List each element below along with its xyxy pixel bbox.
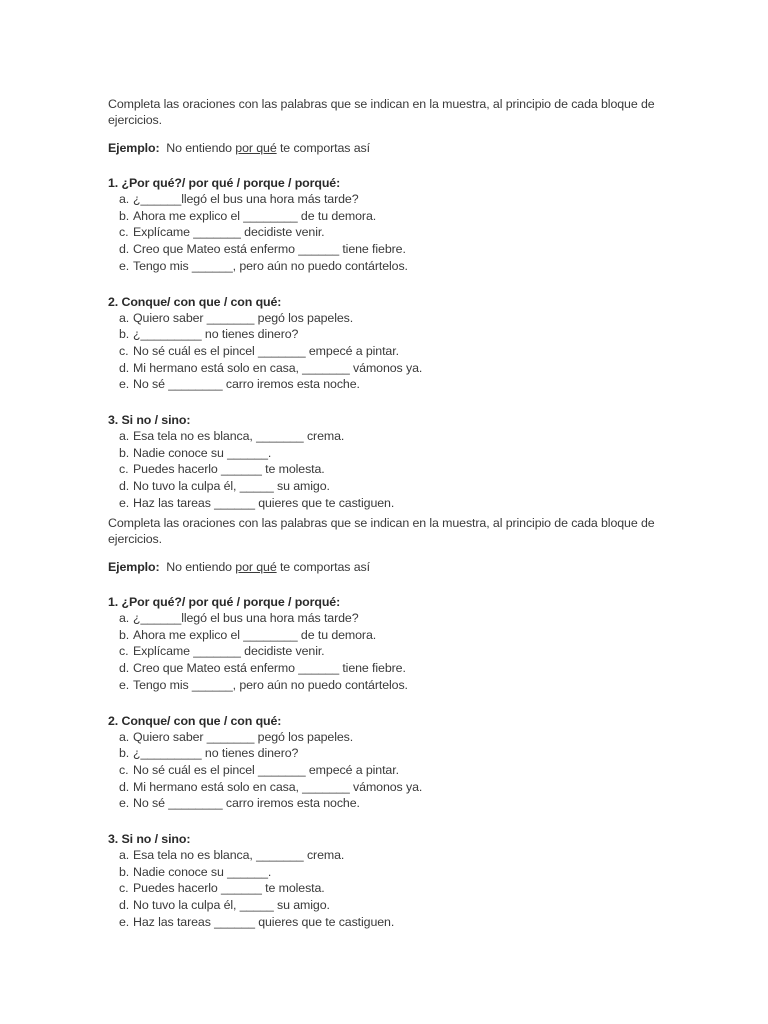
exercise-item xyxy=(108,224,688,241)
exercise-item xyxy=(108,445,688,462)
exercise-item xyxy=(108,478,688,495)
item-text: ¿______llegó el bus una hora más tarde? xyxy=(133,192,359,206)
exercise-item xyxy=(108,241,688,258)
example-text-before: No entiendo xyxy=(162,141,236,155)
exercise-item xyxy=(108,745,688,762)
item-marker: d. xyxy=(119,779,130,794)
exercise-item xyxy=(108,461,688,478)
exercise-item xyxy=(108,191,688,208)
exercise-list xyxy=(108,847,688,931)
item-text: Creo que Mateo está enfermo ______ tiene fiebre. xyxy=(133,242,406,257)
exercise-item xyxy=(108,914,688,931)
item-text: No tuvo la culpa él, _____ su amigo. xyxy=(133,479,330,494)
item-marker: d. xyxy=(119,360,130,375)
section-title: 2. Conque/ con que / con qué: xyxy=(108,713,282,728)
item-text: Haz las tareas ______ quieres que te castiguen. xyxy=(133,495,395,510)
item-text: Quiero saber _______ pegó los papeles. xyxy=(133,729,354,744)
exercise-item xyxy=(108,795,688,812)
item-text: Nadie conoce su ______. xyxy=(133,445,272,460)
exercise-item xyxy=(108,847,688,864)
item-text: Explícame _______ decidiste venir. xyxy=(133,225,325,240)
item-marker: b. xyxy=(119,327,130,342)
item-text: No sé ________ carro iremos esta noche. xyxy=(133,377,360,392)
item-text: Tengo mis ______, pero aún no puedo contártelos. xyxy=(133,677,408,692)
exercise-item xyxy=(108,310,688,327)
item-marker: b. xyxy=(119,864,130,879)
exercise-item xyxy=(108,208,688,225)
exercise-list xyxy=(108,310,688,394)
item-marker: c. xyxy=(119,343,129,358)
item-marker: e. xyxy=(119,677,130,692)
item-text: Quiero saber _______ pegó los papeles. xyxy=(133,310,354,325)
exercise-item xyxy=(108,360,688,377)
item-marker: e. xyxy=(119,258,130,273)
exercise-item xyxy=(108,762,688,779)
exercise-item xyxy=(108,729,688,746)
section-title: 2. Conque/ con que / con qué: xyxy=(108,294,282,309)
item-text: No sé cuál es el pincel _______ empecé a pintar. xyxy=(133,343,399,358)
example-text-before: No entiendo xyxy=(162,560,236,574)
exercise-list xyxy=(108,428,688,512)
item-marker: d. xyxy=(119,898,130,913)
exercise-block-2 xyxy=(108,515,688,931)
example-underlined-word: por qué xyxy=(235,560,277,574)
exercise-item xyxy=(108,610,688,627)
item-marker: c. xyxy=(119,644,129,659)
instructions-text: Completa las oraciones con las palabras que se indican en la muestra, al principio de cada bloque de ejercicios. xyxy=(108,516,655,546)
example-text-after: te comportas así xyxy=(276,560,370,574)
item-marker: b. xyxy=(119,746,130,761)
item-marker: e. xyxy=(119,914,130,929)
item-marker: d. xyxy=(119,661,130,676)
item-text: Esa tela no es blanca, _______ crema. xyxy=(133,429,345,444)
exercise-item xyxy=(108,326,688,343)
item-marker: a. xyxy=(119,429,130,444)
exercise-list xyxy=(108,610,688,694)
item-marker: c. xyxy=(119,762,129,777)
item-marker: a. xyxy=(119,310,130,325)
exercise-item xyxy=(108,376,688,393)
exercise-item xyxy=(108,343,688,360)
exercise-item xyxy=(108,627,688,644)
item-text: No sé ________ carro iremos esta noche. xyxy=(133,796,360,811)
section-title: 1. ¿Por qué?/ por qué / porque / porqué: xyxy=(108,595,341,609)
exercise-item xyxy=(108,897,688,914)
section-si-no xyxy=(108,412,688,512)
exercise-item xyxy=(108,779,688,796)
section-title: 1. ¿Por qué?/ por qué / porque / porqué: xyxy=(108,176,341,190)
section-por-que xyxy=(108,175,688,275)
example-line xyxy=(108,140,688,156)
example-label: Ejemplo: xyxy=(108,141,160,155)
item-marker: a. xyxy=(119,192,130,206)
item-marker: c. xyxy=(119,462,129,477)
item-marker: b. xyxy=(119,445,130,460)
exercise-block-1 xyxy=(108,96,688,512)
exercise-list xyxy=(108,191,688,275)
example-line xyxy=(108,559,688,575)
exercise-item xyxy=(108,495,688,512)
exercise-item xyxy=(108,864,688,881)
exercise-item xyxy=(108,880,688,897)
item-text: ¿_________ no tienes dinero? xyxy=(133,746,299,761)
instructions-text: Completa las oraciones con las palabras que se indican en la muestra, al principio de cada bloque de ejercicios. xyxy=(108,97,655,127)
item-text: Nadie conoce su ______. xyxy=(133,864,272,879)
item-marker: d. xyxy=(119,242,130,257)
section-title: 3. Si no / sino: xyxy=(108,832,191,847)
item-marker: d. xyxy=(119,479,130,494)
exercise-item xyxy=(108,677,688,694)
item-text: Puedes hacerlo ______ te molesta. xyxy=(133,881,325,896)
item-text: Creo que Mateo está enfermo ______ tiene fiebre. xyxy=(133,661,406,676)
item-text: No sé cuál es el pincel _______ empecé a pintar. xyxy=(133,762,399,777)
item-marker: a. xyxy=(119,729,130,744)
example-label: Ejemplo: xyxy=(108,560,160,574)
section-si-no xyxy=(108,831,688,931)
item-text: ¿______llegó el bus una hora más tarde? xyxy=(133,611,359,625)
item-marker: e. xyxy=(119,495,130,510)
item-text: Mi hermano está solo en casa, _______ vámonos ya. xyxy=(133,779,423,794)
example-underlined-word: por qué xyxy=(235,141,277,155)
item-marker: e. xyxy=(119,377,130,392)
item-text: Esa tela no es blanca, _______ crema. xyxy=(133,848,345,863)
exercise-item xyxy=(108,258,688,275)
section-conque xyxy=(108,294,688,394)
section-por-que xyxy=(108,594,688,694)
item-text: Tengo mis ______, pero aún no puedo contártelos. xyxy=(133,258,408,273)
item-text: Puedes hacerlo ______ te molesta. xyxy=(133,462,325,477)
item-marker: b. xyxy=(119,208,130,223)
item-marker: b. xyxy=(119,627,130,642)
example-text-after: te comportas así xyxy=(276,141,370,155)
section-title: 3. Si no / sino: xyxy=(108,413,191,428)
item-text: Ahora me explico el ________ de tu demora. xyxy=(133,208,377,223)
item-text: No tuvo la culpa él, _____ su amigo. xyxy=(133,898,330,913)
section-conque xyxy=(108,713,688,813)
item-text: Mi hermano está solo en casa, _______ vámonos ya. xyxy=(133,360,423,375)
item-marker: e. xyxy=(119,796,130,811)
item-text: Ahora me explico el ________ de tu demora. xyxy=(133,627,377,642)
item-marker: c. xyxy=(119,881,129,896)
item-marker: a. xyxy=(119,611,130,625)
item-marker: c. xyxy=(119,225,129,240)
item-text: ¿_________ no tienes dinero? xyxy=(133,327,299,342)
exercise-item xyxy=(108,660,688,677)
exercise-item xyxy=(108,643,688,660)
exercise-list xyxy=(108,729,688,813)
item-text: Haz las tareas ______ quieres que te castiguen. xyxy=(133,914,395,929)
item-text: Explícame _______ decidiste venir. xyxy=(133,644,325,659)
item-marker: a. xyxy=(119,848,130,863)
exercise-item xyxy=(108,428,688,445)
